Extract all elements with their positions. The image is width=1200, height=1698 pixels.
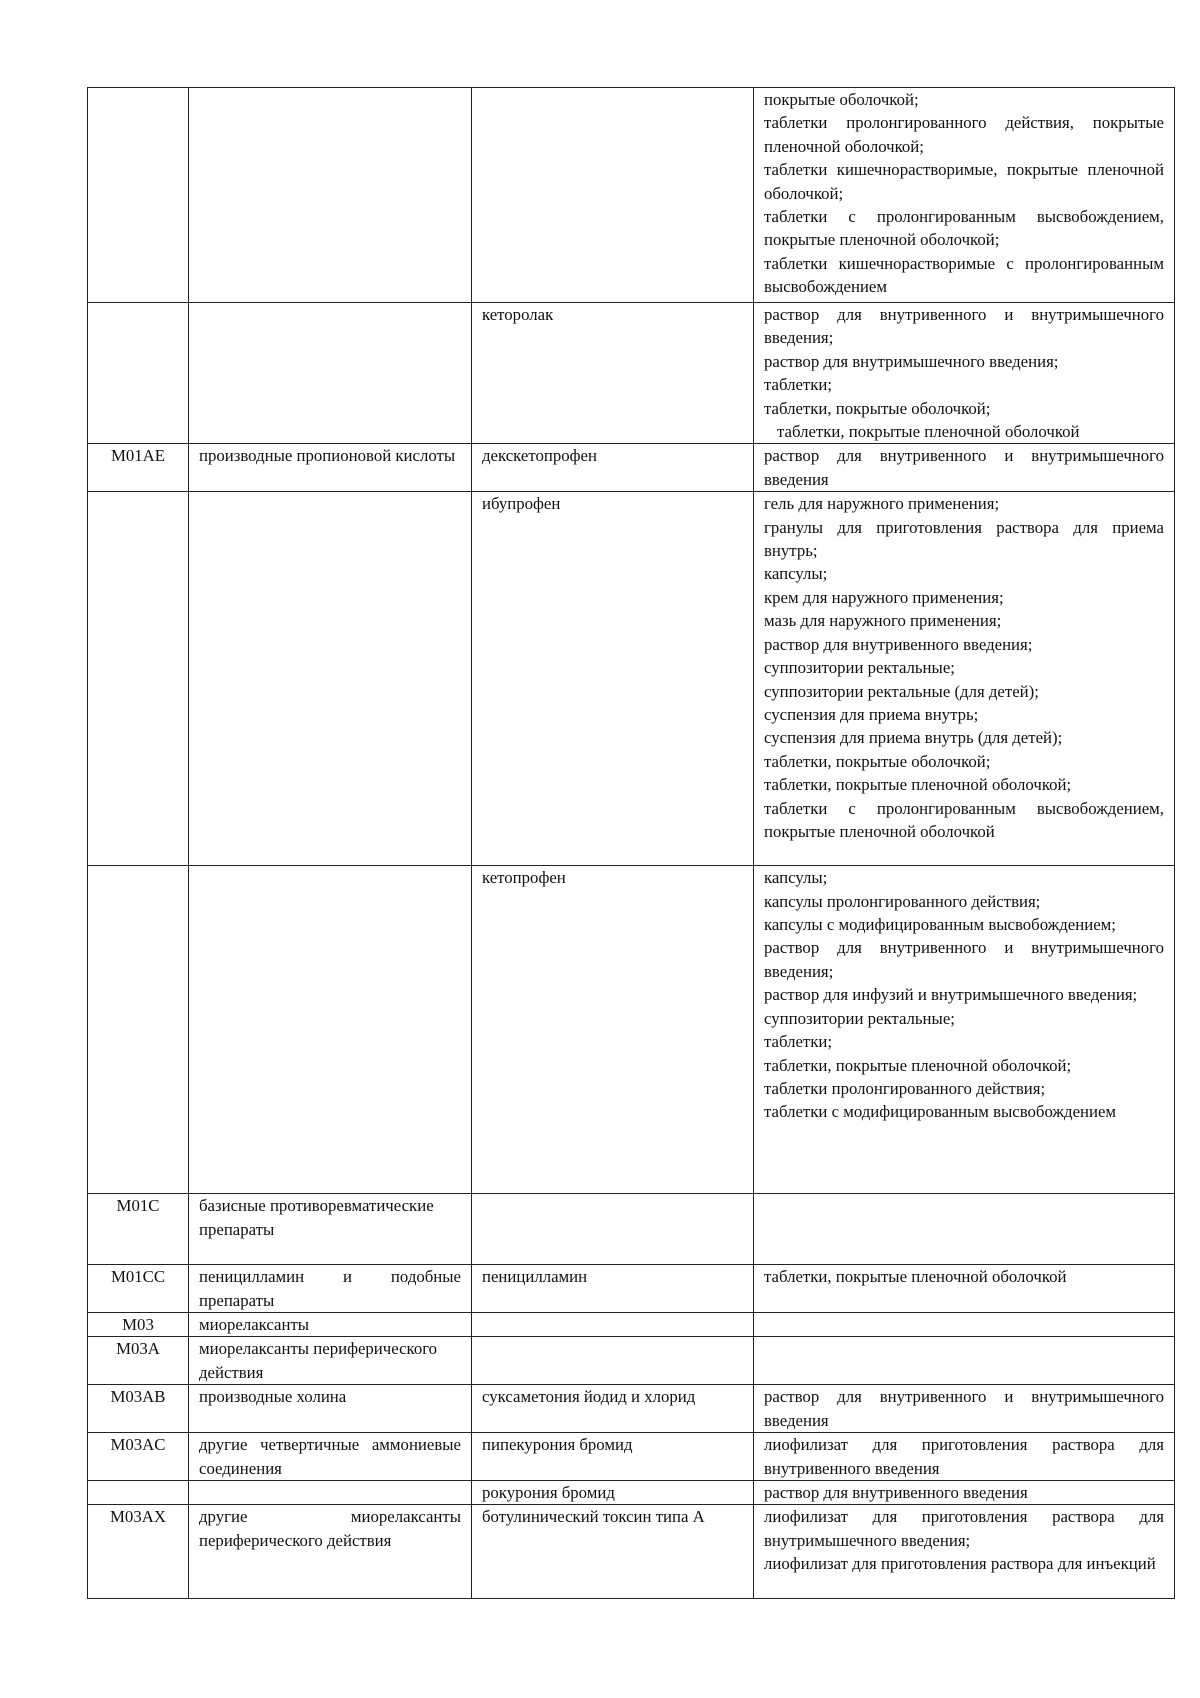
dosage-form-line: таблетки с пролонгированным высвобождением, покрытые пленочной оболочкой [764, 798, 1164, 841]
group-name-cell [189, 1480, 472, 1504]
table-row [88, 88, 1175, 303]
dosage-form-line: раствор для внутривенного введения [764, 1482, 1028, 1502]
dosage-form-line: мазь для наружного применения; [764, 611, 1002, 631]
dosage-form-line: таблетки, покрытые пленочной оболочкой; [764, 775, 1072, 795]
group-name-cell: пеницилламин и подобные препараты [189, 1265, 472, 1313]
group-name-cell: миорелаксанты [189, 1313, 472, 1337]
dosage-form-line: раствор для внутривенного и внутримышечного введения; [764, 305, 1164, 348]
dosage-form-line: суппозитории ректальные (для детей); [764, 681, 1039, 701]
group-name-cell: производные холина [189, 1385, 472, 1433]
dosage-form-line: гранулы для приготовления раствора для приема внутрь; [764, 517, 1164, 561]
dosage-form-line: раствор для инфузий и внутримышечного введения; [764, 985, 1138, 1005]
table-row [88, 1337, 1175, 1385]
drug-name-cell: декскетопрофен [472, 444, 754, 492]
table-row [88, 492, 1175, 866]
drug-name-cell: кетопрофен [472, 866, 754, 1194]
dosage-forms-cell [754, 1480, 1175, 1504]
dosage-form-line: капсулы; [764, 564, 828, 584]
dosage-form-line: раствор для внутривенного и внутримышечного введения [764, 1387, 1164, 1430]
dosage-form-line: таблетки; [764, 375, 833, 395]
dosage-form-line: раствор для внутривенного и внутримышечного введения; [764, 938, 1164, 981]
dosage-forms-cell [754, 492, 1175, 866]
dosage-form-line: суспензия для приема внутрь (для детей); [764, 728, 1063, 748]
table-row [88, 1480, 1175, 1504]
table-row [88, 1385, 1175, 1433]
dosage-form-line: раствор для внутривенного введения; [764, 634, 1033, 654]
group-name-cell: производные пропионовой кислоты [189, 444, 472, 492]
atc-code-cell: M03 [88, 1313, 189, 1337]
atc-code-cell [88, 866, 189, 1194]
table-row [88, 444, 1175, 492]
group-name-cell [189, 88, 472, 303]
dosage-forms-cell [754, 88, 1175, 303]
drug-name-cell: ботулинический токсин типа А [472, 1505, 754, 1599]
drug-name-cell [472, 1337, 754, 1385]
dosage-forms-cell [754, 444, 1175, 492]
drug-name-cell: суксаметония йодид и хлорид [472, 1385, 754, 1433]
table-row [88, 1313, 1175, 1337]
dosage-forms-cell [754, 303, 1175, 444]
dosage-form-line: таблетки кишечнорастворимые, покрытые пленочной оболочкой; [764, 160, 1164, 203]
dosage-form-line: таблетки, покрытые оболочкой; [764, 398, 991, 418]
drug-name-cell [472, 88, 754, 303]
dosage-forms-cell [754, 1313, 1175, 1337]
dosage-form-line: раствор для внутривенного и внутримышечного введения [764, 446, 1164, 489]
dosage-form-line: лиофилизат для приготовления раствора для внутримышечного введения; [764, 1507, 1164, 1550]
dosage-form-line: гель для наружного применения; [764, 494, 1000, 514]
dosage-form-line: покрытые оболочкой; [764, 90, 919, 109]
atc-code-cell: M01CC [88, 1265, 189, 1313]
drug-classification-table [87, 87, 1175, 1599]
dosage-form-line: суспензия для приема внутрь; [764, 704, 979, 724]
atc-code-cell: M03AX [88, 1505, 189, 1599]
dosage-form-line: капсулы; [764, 868, 828, 888]
dosage-form-line: таблетки с пролонгированным высвобождением, покрытые пленочной оболочкой; [764, 207, 1164, 250]
dosage-form-line: таблетки с модифицированным высвобождением [764, 1102, 1117, 1122]
table-row [88, 1433, 1175, 1481]
drug-name-cell: ибупрофен [472, 492, 754, 866]
dosage-form-line: таблетки, покрытые пленочной оболочкой [764, 1267, 1067, 1287]
atc-code-cell [88, 1480, 189, 1504]
group-name-cell: другие миорелаксанты периферического действия [189, 1505, 472, 1599]
group-name-cell [189, 303, 472, 444]
dosage-form-line: таблетки; [764, 1032, 833, 1052]
drug-name-cell [472, 1313, 754, 1337]
dosage-forms-cell [754, 1194, 1175, 1265]
atc-code-cell: M03A [88, 1337, 189, 1385]
dosage-forms-cell [754, 1433, 1175, 1481]
drug-name-cell: рокурония бромид [472, 1480, 754, 1504]
dosage-forms-cell [754, 1505, 1175, 1599]
drug-name-cell: кеторолак [472, 303, 754, 444]
dosage-form-line: таблетки, покрытые пленочной оболочкой; [764, 1055, 1072, 1075]
atc-code-cell [88, 88, 189, 303]
group-name-cell [189, 492, 472, 866]
dosage-form-line: таблетки кишечнорастворимые с пролонгированным высвобождением [764, 253, 1164, 297]
drug-name-cell: пеницилламин [472, 1265, 754, 1313]
dosage-form-line: таблетки, покрытые пленочной оболочкой [777, 422, 1080, 442]
table-row [88, 303, 1175, 444]
table-row [88, 1194, 1175, 1265]
dosage-form-line: капсулы с модифицированным высвобождением; [764, 915, 1116, 935]
atc-code-cell: M03AC [88, 1433, 189, 1481]
atc-code-cell [88, 303, 189, 444]
drug-name-cell: пипекурония бромид [472, 1433, 754, 1481]
group-name-cell: другие четвертичные аммониевые соединения [189, 1433, 472, 1481]
group-name-cell: миорелаксанты периферического действия [189, 1337, 472, 1385]
dosage-form-line: таблетки пролонгированного действия; [764, 1078, 1046, 1098]
dosage-forms-cell [754, 1265, 1175, 1313]
group-name-cell [189, 866, 472, 1194]
dosage-form-line: суппозитории ректальные; [764, 658, 955, 678]
dosage-form-line: лиофилизат для приготовления раствора для инъекций [764, 1554, 1156, 1574]
atc-code-cell [88, 492, 189, 866]
dosage-form-line: суппозитории ректальные; [764, 1008, 955, 1028]
dosage-form-line: таблетки, покрытые оболочкой; [764, 751, 991, 771]
table-body [88, 88, 1175, 1599]
dosage-form-line: раствор для внутримышечного введения; [764, 351, 1059, 371]
atc-code-cell: M01C [88, 1194, 189, 1265]
dosage-forms-cell [754, 1385, 1175, 1433]
dosage-form-line: лиофилизат для приготовления раствора для внутривенного введения [764, 1435, 1164, 1478]
atc-code-cell: M03AB [88, 1385, 189, 1433]
dosage-form-line: крем для наружного применения; [764, 587, 1004, 607]
table-row [88, 1265, 1175, 1313]
table-row [88, 1505, 1175, 1599]
atc-code-cell: M01AE [88, 444, 189, 492]
group-name-cell: базисные противоревматические препараты [189, 1194, 472, 1265]
dosage-form-line: таблетки пролонгированного действия, покрытые пленочной оболочкой; [764, 113, 1164, 156]
dosage-forms-cell [754, 1337, 1175, 1385]
dosage-form-line: капсулы пролонгированного действия; [764, 891, 1041, 911]
drug-name-cell [472, 1194, 754, 1265]
dosage-forms-cell [754, 866, 1175, 1194]
table-row [88, 866, 1175, 1194]
